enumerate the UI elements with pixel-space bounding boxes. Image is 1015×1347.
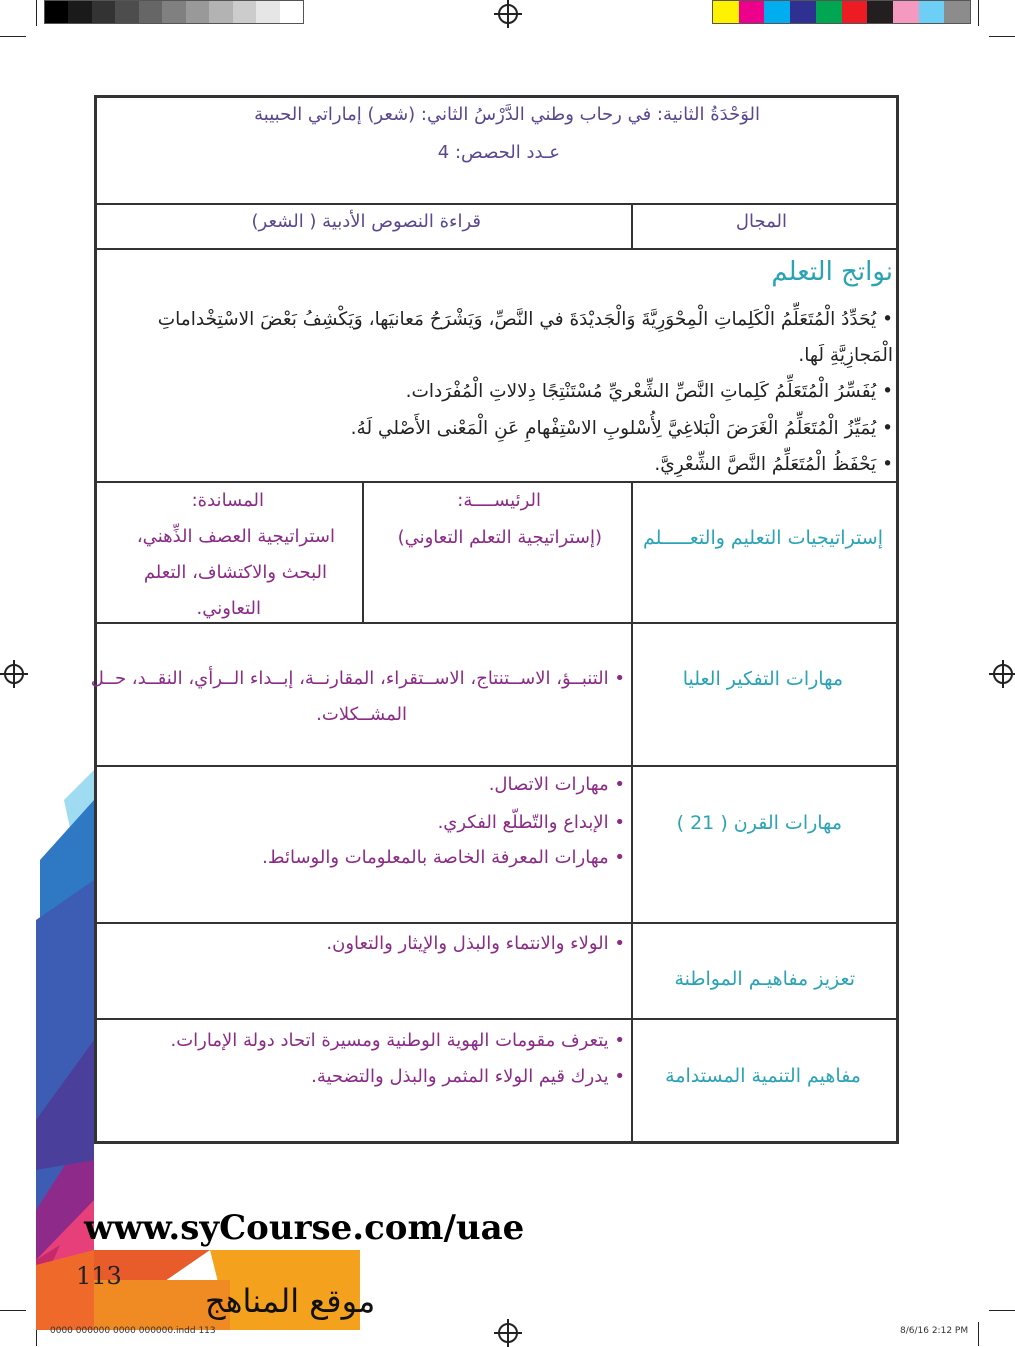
domain-value: قراءة النصوص الأدبية ( الشعر)	[251, 211, 481, 232]
main-strategy-title: الرئيســــة:	[457, 490, 541, 511]
support-strategy-line: استراتيجية العصف الذِّهني،	[136, 526, 335, 547]
crop-mark	[978, 1322, 979, 1346]
sustainability-item: • يدرك قيم الولاء المثمر والبذل والتضحية.	[311, 1066, 625, 1087]
unit-lesson-title: الوَحْدَةُ الثانية: في رحاب وطني الدَّرْسُ الثاني: (شعر) إماراتي الحبيبة	[254, 104, 760, 125]
registration-mark-icon	[498, 1323, 518, 1343]
gray-swatch	[186, 1, 209, 23]
sessions-count: عـدد الحصص: 4	[437, 142, 560, 163]
gray-swatch	[115, 1, 138, 23]
color-calibration-bar	[712, 0, 971, 24]
registration-mark-icon	[4, 664, 24, 684]
color-swatch	[944, 1, 970, 23]
registration-mark-icon	[498, 4, 518, 24]
outcome-line: • يُفَسِّرُ الْمُتَعَلِّمُ كَلِماتِ النَّصِّ الشِّعْريِّ مُسْتَنْتِجًا دِلالاتِ الْمُفْرَدات.	[405, 381, 893, 402]
color-swatch	[764, 1, 790, 23]
sustainability-label: مفاهيم التنمية المستدامة	[665, 1065, 861, 1087]
century-skill-item: • الإبداع والتّطلّع الفكري.	[437, 812, 625, 833]
crop-mark	[0, 36, 26, 37]
color-swatch	[919, 1, 945, 23]
strategies-label: إستراتيجيات التعليم والتعـــــلم	[642, 527, 883, 549]
crop-mark	[978, 0, 979, 26]
page-number: 113	[76, 1262, 122, 1290]
color-swatch	[790, 1, 816, 23]
citizenship-label: تعزيز مفاهيـم المواطنة	[674, 968, 855, 990]
outcome-line: • يُمَيِّزُ الْمُتَعَلِّمُ الْغَرَضَ الْبَلاغِيَّ لِأُسْلوبِ الاسْتِفْهامِ عَنِ الْمَعْنى الأَصْلي لَهُ.	[350, 418, 893, 439]
sustainability-item: • يتعرف مقومات الهوية الوطنية ومسيرة اتحاد دولة الإمارات.	[170, 1030, 625, 1051]
crop-mark	[36, 0, 37, 26]
color-swatch	[816, 1, 842, 23]
domain-label: المجال	[735, 211, 787, 232]
century-skill-item: • مهارات الاتصال.	[488, 774, 625, 795]
site-logo-text: موقع المناهج	[205, 1282, 376, 1320]
gray-swatch	[233, 1, 256, 23]
color-swatch	[842, 1, 868, 23]
gray-swatch	[280, 1, 303, 23]
gray-swatch	[45, 1, 68, 23]
century-skills-label: مهارات القرن ( 21 )	[676, 812, 842, 834]
color-swatch	[893, 1, 919, 23]
support-strategy-line: التعاوني.	[196, 598, 261, 619]
gray-swatch	[139, 1, 162, 23]
color-swatch	[739, 1, 765, 23]
color-swatch	[867, 1, 893, 23]
gray-swatch	[209, 1, 232, 23]
crop-mark	[989, 36, 1015, 37]
outcome-line: • يُحَدِّدُ الْمُتَعَلِّمُ الْكَلِماتِ الْمِحْوَرِيَّةَ وَالْجَديْدَةَ في النَّصِّ، وَيَشْرَحُ مَعانيَها، وَيَكْشِفُ بَعْضَ الاسْتِخْداماتِ	[157, 309, 893, 330]
website-watermark: www.syCourse.com/uae	[84, 1208, 525, 1248]
main-strategy-value: (إستراتيجية التعلم التعاوني)	[397, 527, 602, 548]
grayscale-calibration-bar	[44, 0, 304, 24]
print-timestamp: 8/6/16 2:12 PM	[900, 1326, 969, 1336]
gray-swatch	[92, 1, 115, 23]
gray-swatch	[256, 1, 279, 23]
support-strategy-line: البحث والاكتشاف، التعلم	[143, 562, 327, 583]
citizenship-item: • الولاء والانتماء والبذل والإيثار والتعاون.	[326, 933, 625, 954]
color-swatch	[713, 1, 739, 23]
crop-mark	[989, 1310, 1015, 1311]
file-slug: 0000 000000 0000 000000.indd 113	[50, 1326, 216, 1336]
thinking-skills-line: المشــكلات.	[316, 704, 407, 725]
century-skill-item: • مهارات المعرفة الخاصة بالمعلومات والوسائط.	[262, 847, 625, 868]
outcome-line: • يَحْفَظُ الْمُتَعَلِّمُ النَّصَّ الشِّعْرِيَّ.	[654, 454, 893, 475]
outcomes-title: نواتج التعلم	[771, 257, 893, 287]
outcome-line: الْمَجازِيَّةِ لَها.	[798, 345, 893, 366]
thinking-skills-line: • التنبــؤ، الاســتنتاج، الاســتقراء، المقارنــة، إبــداء الــرأي، النقــد، حــل	[90, 668, 625, 689]
gray-swatch	[162, 1, 185, 23]
registration-mark-icon	[993, 664, 1013, 684]
support-strategy-title: المساندة:	[191, 490, 264, 511]
thinking-skills-label: مهارات التفكير العليا	[682, 668, 843, 690]
gray-swatch	[68, 1, 91, 23]
